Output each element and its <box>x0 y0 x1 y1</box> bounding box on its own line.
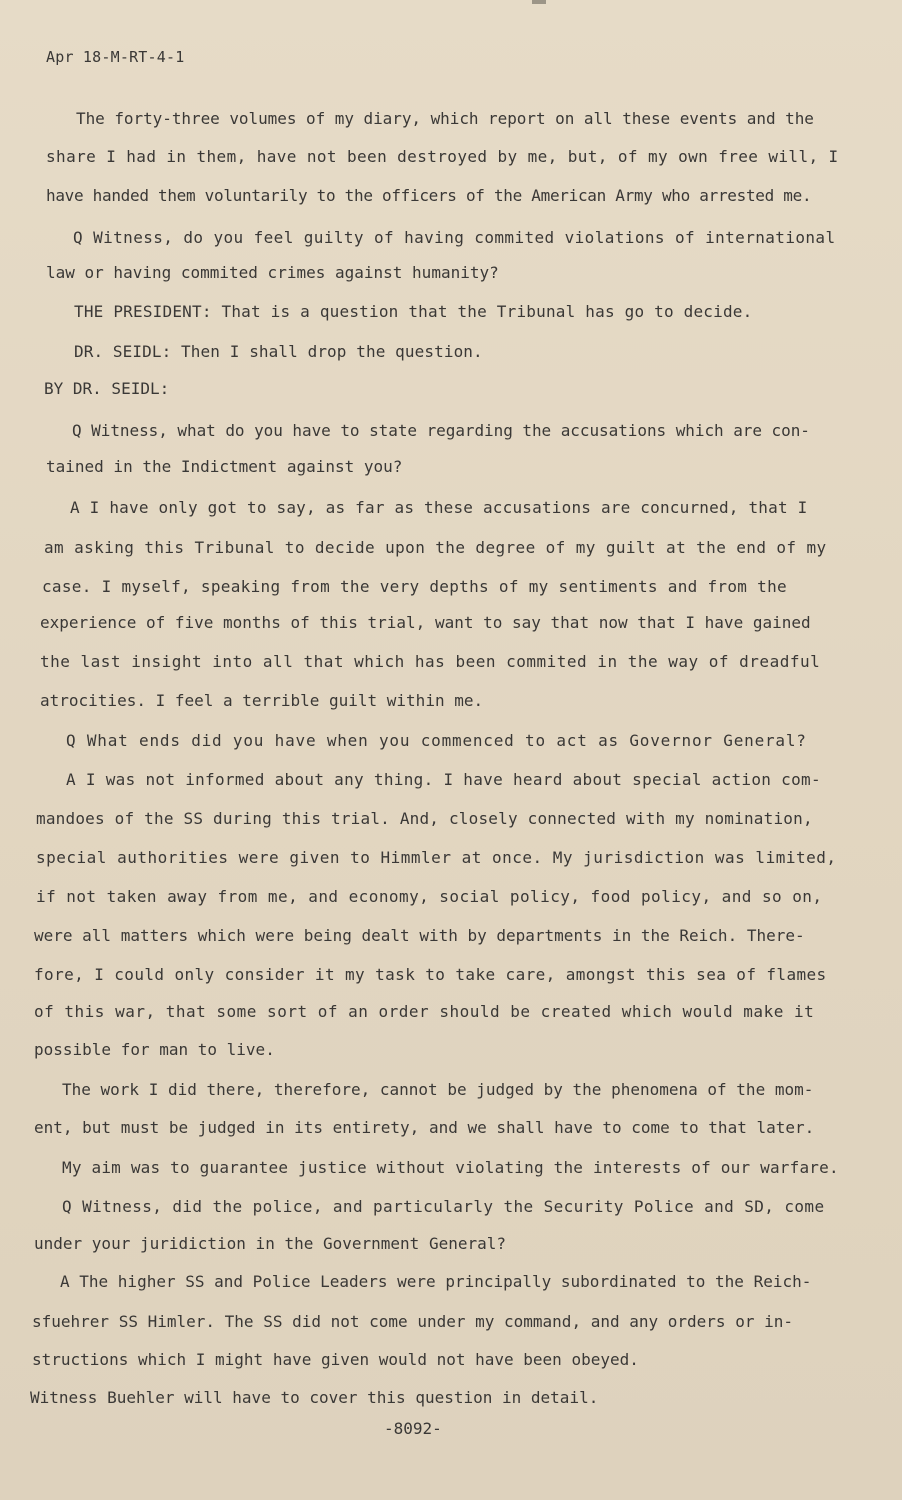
text-line: sfuehrer SS Himler. The SS did not come under my command, and any orders or in- <box>32 1312 793 1331</box>
text-line: of this war, that some sort of an order should be created which would make it <box>34 1002 815 1021</box>
text-line: structions which I might have given would not have been obeyed. <box>32 1350 639 1369</box>
text-line: tained in the Indictment against you? <box>46 457 403 476</box>
scan-mark <box>532 0 546 4</box>
text-line: were all matters which were being dealt with by departments in the Reich. There- <box>34 926 805 945</box>
page-number: -8092- <box>384 1419 442 1438</box>
text-line: ent, but must be judged in its entirety, and we shall have to come to that later. <box>34 1118 815 1137</box>
text-line: Q Witness, did the police, and particularly the Security Police and SD, come <box>62 1197 825 1216</box>
text-line: THE PRESIDENT: That is a question that the Tribunal has go to decide. <box>74 302 753 321</box>
text-line: the last insight into all that which has been commited in the way of dreadful <box>40 652 821 671</box>
text-line: case. I myself, speaking from the very depths of my sentiments and from the <box>42 577 787 596</box>
text-line: Q What ends did you have when you commenced to act as Governor General? <box>66 731 807 750</box>
text-line: possible for man to live. <box>34 1040 275 1059</box>
text-line: am asking this Tribunal to decide upon the degree of my guilt at the end of my <box>44 538 827 557</box>
text-line: Q Witness, do you feel guilty of having commited violations of international <box>73 228 836 247</box>
text-line: atrocities. I feel a terrible guilt within me. <box>40 691 484 710</box>
text-line: fore, I could only consider it my task to take care, amongst this sea of flames <box>34 965 827 984</box>
text-line: A I was not informed about any thing. I have heard about special action com- <box>66 770 821 789</box>
text-line: if not taken away from me, and economy, social policy, food policy, and so on, <box>36 887 823 906</box>
text-line: mandoes of the SS during this trial. And, closely connected with my nomination, <box>36 809 813 828</box>
text-line: experience of five months of this trial, want to say that now that I have gained <box>40 613 811 632</box>
text-line: Witness Buehler will have to cover this question in detail. <box>30 1388 599 1407</box>
text-line: My aim was to guarantee justice without violating the interests of our warfare. <box>62 1158 839 1177</box>
page-header: Apr 18-M-RT-4-1 <box>46 48 185 66</box>
text-line: The forty-three volumes of my diary, which report on all these events and the <box>76 109 814 128</box>
text-line: BY DR. SEIDL: <box>44 379 170 398</box>
text-line: A I have only got to say, as far as these accusations are concurned, that I <box>70 498 808 517</box>
text-line: A The higher SS and Police Leaders were principally subordinated to the Reich- <box>60 1272 812 1291</box>
text-line: special authorities were given to Himmler at once. My jurisdiction was limited, <box>36 848 837 867</box>
text-line: have handed them voluntarily to the officers of the American Army who arrested me. <box>46 186 812 205</box>
text-line: DR. SEIDL: Then I shall drop the question. <box>74 342 483 361</box>
text-line: law or having commited crimes against humanity? <box>46 263 499 282</box>
text-line: under your juridiction in the Government General? <box>34 1234 507 1253</box>
text-line: Q Witness, what do you have to state regarding the accusations which are con- <box>72 421 810 440</box>
text-line: share I had in them, have not been destroyed by me, but, of my own free will, I <box>46 147 839 166</box>
text-line: The work I did there, therefore, cannot be judged by the phenomena of the mom- <box>62 1080 814 1099</box>
